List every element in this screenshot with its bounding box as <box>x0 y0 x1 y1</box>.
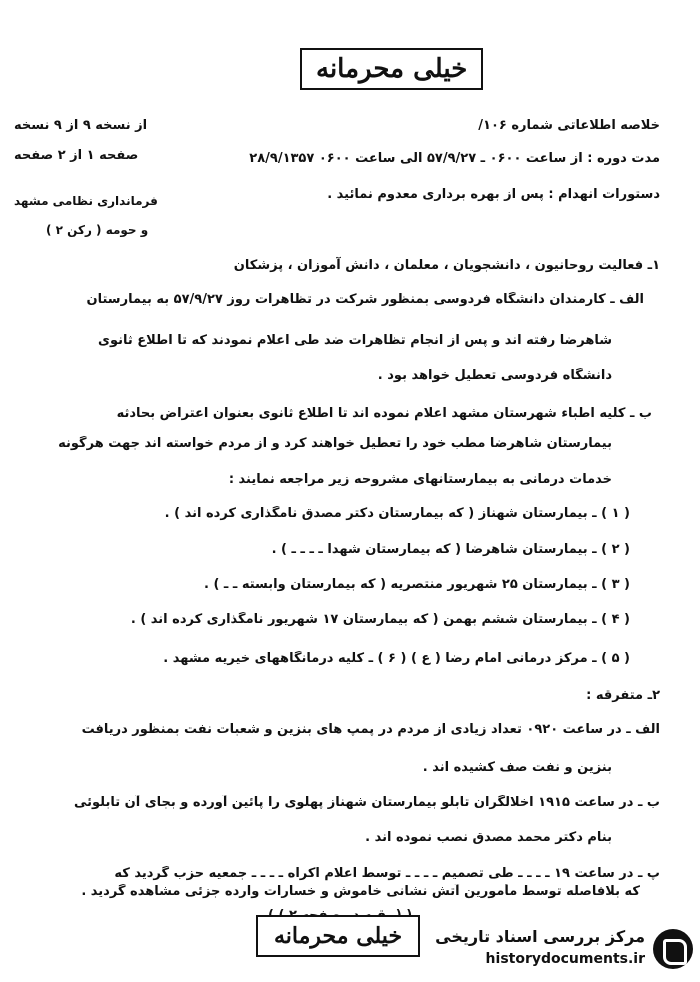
misc-pe-line-1: پ ـ در ساعت ۱۹ ـ ـ ـ ـ طی تصمیم ـ ـ ـ ـ توسط اعلام اکراه ـ ـ ـ ـ جمعیه حزب گردید که <box>114 866 660 881</box>
copy-number: از نسخه ۹ از ۹ نسخه <box>14 118 148 133</box>
issuing-unit: و حومه ( رکن ۲ ) <box>46 223 149 237</box>
watermark-url: historydocuments.ir <box>485 951 645 967</box>
item-be-line-1: ب ـ کلیه اطباء شهرستان مشهد اعلام نموده اند تا اطلاع ثانوی بعنوان اعتراض بحادثه <box>116 406 652 421</box>
classification-stamp-top: خیلی محرمانه <box>300 48 483 90</box>
page-number: صفحه ۱ از ۲ صفحه <box>14 148 139 163</box>
misc-pe-line-2: که بلافاصله توسط مأمورین آتش نشانی خاموش و خسارات وارده جزئی مشاهده گردید . <box>81 884 640 899</box>
misc-be-line-1: ب ـ در ساعت ۱۹۱۵ اخلالگران تابلو بیمارستان شهناز پهلوی را پائین آورده و بجای آن تابلوئی <box>74 795 660 810</box>
item-alef-line-1: الف ـ کارمندان دانشگاه فردوسی بمنظور شرکت در تظاهرات روز ۵۷/۹/۲۷ به بیمارستان <box>86 292 644 307</box>
hospital-1: ( ۱ ) ـ بیمارستان شهناز ( که بیمارستان دکتر مصدق نامگذاری کرده اند ) . <box>164 506 630 521</box>
hospital-3: ( ۳ ) ـ بیمارستان ۲۵ شهریور منتصریه ( که بیمارستان وابسته ـ ـ ) . <box>204 577 630 592</box>
misc-alef-line-2: بنزین و نفت صف کشیده اند . <box>422 760 612 775</box>
item-alef-line-3: دانشگاه فردوسی تعطیل خواهد بود . <box>377 368 612 383</box>
hospital-2: ( ۲ ) ـ بیمارستان شاهرضا ( که بیمارستان شهدا ـ ـ ـ ـ ) . <box>271 542 630 557</box>
period-line: مدت دوره : از ساعت ۰۶۰۰ ـ ۵۷/۹/۲۷ الی ساعت ۰۶۰۰ ۲۸/۹/۱۳۵۷ <box>249 151 660 166</box>
section-2-title: ۲ـ متفرقه : <box>586 688 660 703</box>
watermark <box>435 925 697 975</box>
summary-number: خلاصه اطلاعاتی شماره ۱۰۶/ <box>478 118 660 133</box>
misc-alef-line-1: الف ـ در ساعت ۰۹۲۰ تعداد زیادی از مردم در پمپ های بنزین و شعبات نفت بمنظور دریافت <box>81 722 660 737</box>
item-be-line-2: بیمارستان شاهرضا مطب خود را تعطیل خواهند کرد و از مردم خواسته اند جهت هرگونه <box>58 436 612 451</box>
destroy-instruction: دستورات انهدام : پس از بهره برداری معدوم نمائید . <box>327 187 660 202</box>
classification-stamp-bottom: خیلی محرمانه <box>256 915 420 957</box>
section-1-title: ۱ـ فعالیت روحانیون ، دانشجویان ، معلمان ، دانش آموزان ، پزشکان <box>233 258 660 273</box>
item-be-line-3: خدمات درمانی به بیمارستانهای مشروحه زیر مراجعه نمایند : <box>228 472 612 487</box>
issuing-org: فرمانداری نظامی مشهد <box>14 194 158 208</box>
hospital-5-6: ( ۵ ) ـ مرکز درمانی امام رضا ( ع ) ( ۶ ) ـ کلیه درمانگاههای خیریه مشهد . <box>163 651 630 666</box>
hospital-4: ( ۴ ) ـ بیمارستان ششم بهمن ( که بیمارستان ۱۷ شهریور نامگذاری کرده اند ) . <box>130 612 630 627</box>
item-alef-line-2: شاهرضا رفته اند و پس از انجام تظاهرات ضد طی اعلام نمودند که تا اطلاع ثانوی <box>98 333 612 348</box>
misc-be-line-2: بنام دکتر محمد مصدق نصب نموده اند . <box>365 830 612 845</box>
archive-logo-icon <box>653 929 693 969</box>
watermark-title: مرکز بررسی اسناد تاریخی <box>435 927 645 946</box>
